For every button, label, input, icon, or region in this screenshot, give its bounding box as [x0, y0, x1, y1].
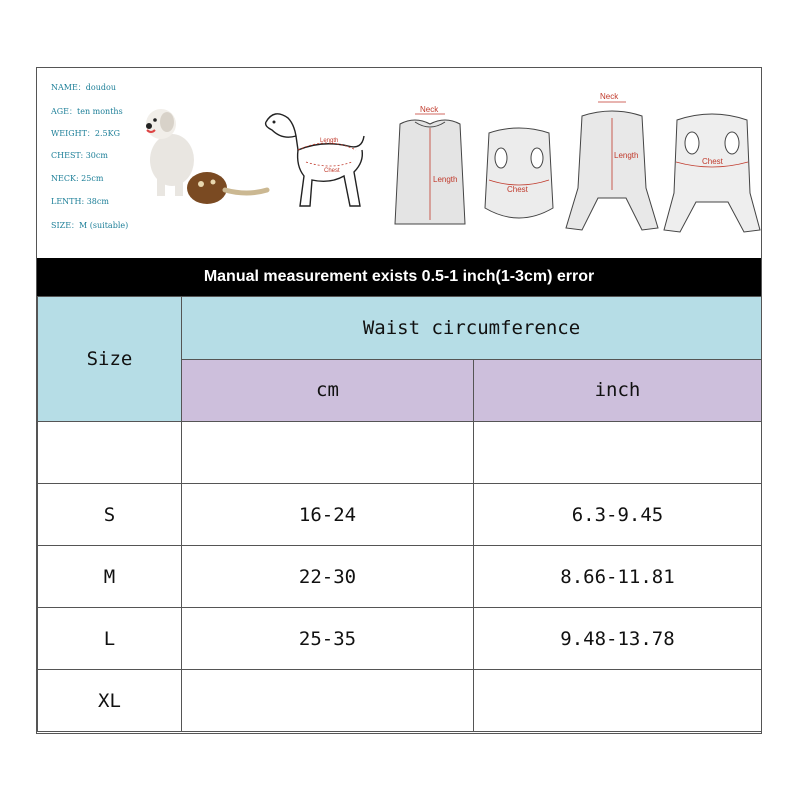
table-row	[38, 670, 762, 732]
dog-outline-diagram	[252, 106, 372, 216]
size-cell: L	[38, 608, 182, 670]
garment1-length-label: Length	[433, 175, 458, 184]
table-row	[38, 422, 762, 484]
cm-cell	[182, 670, 474, 732]
cm-cell: 25-35	[182, 608, 474, 670]
jumpsuit-length-label: Length	[614, 151, 639, 160]
garment2-chest-label: Chest	[507, 185, 528, 194]
cm-cell	[182, 422, 474, 484]
pet-length: LENTH: 38cm	[51, 197, 109, 206]
size-header: Size	[38, 297, 182, 422]
size-cell	[38, 422, 182, 484]
cm-header: cm	[182, 359, 474, 422]
table-row	[38, 484, 762, 546]
jumpsuit-length-diagram	[562, 88, 662, 238]
size-cell: XL	[38, 670, 182, 732]
inch-cell: 8.66-11.81	[474, 546, 762, 608]
jumpsuit-neck-label: Neck	[600, 92, 619, 101]
dog-chest-label: Chest	[324, 168, 340, 174]
inch-cell: 6.3-9.45	[474, 484, 762, 546]
table-row	[38, 608, 762, 670]
inch-header: inch	[474, 359, 762, 422]
waist-header: Waist circumference	[182, 297, 762, 360]
measurement-banner: Manual measurement exists 0.5-1 inch(1-3cm) error	[37, 258, 761, 296]
inch-cell	[474, 670, 762, 732]
cm-cell: 16-24	[182, 484, 474, 546]
size-cell: M	[38, 546, 182, 608]
size-table	[37, 296, 762, 732]
pet-chest: CHEST: 30cm	[51, 151, 108, 160]
size-cell: S	[38, 484, 182, 546]
info-panel	[37, 68, 761, 258]
size-chart	[36, 67, 762, 734]
header-row	[38, 297, 762, 360]
inch-cell	[474, 422, 762, 484]
pet-age: AGE：ten months	[51, 107, 123, 116]
inch-cell: 9.48-13.78	[474, 608, 762, 670]
garment1-neck-label: Neck	[420, 105, 439, 114]
table-row	[38, 546, 762, 608]
pet-neck: NECK: 25cm	[51, 174, 104, 183]
pet-size: SIZE：M (suitable)	[51, 221, 129, 230]
garment-chest-diagram	[479, 118, 559, 228]
dog-length-label: Length	[320, 138, 339, 144]
cm-cell: 22-30	[182, 546, 474, 608]
jumpsuit-chest-label: Chest	[702, 157, 723, 166]
pet-name: NAME：doudou	[51, 83, 116, 92]
pet-weight: WEIGHT：2.5KG	[51, 129, 121, 138]
garment-length-diagram	[385, 104, 475, 234]
jumpsuit-chest-diagram	[662, 98, 762, 238]
